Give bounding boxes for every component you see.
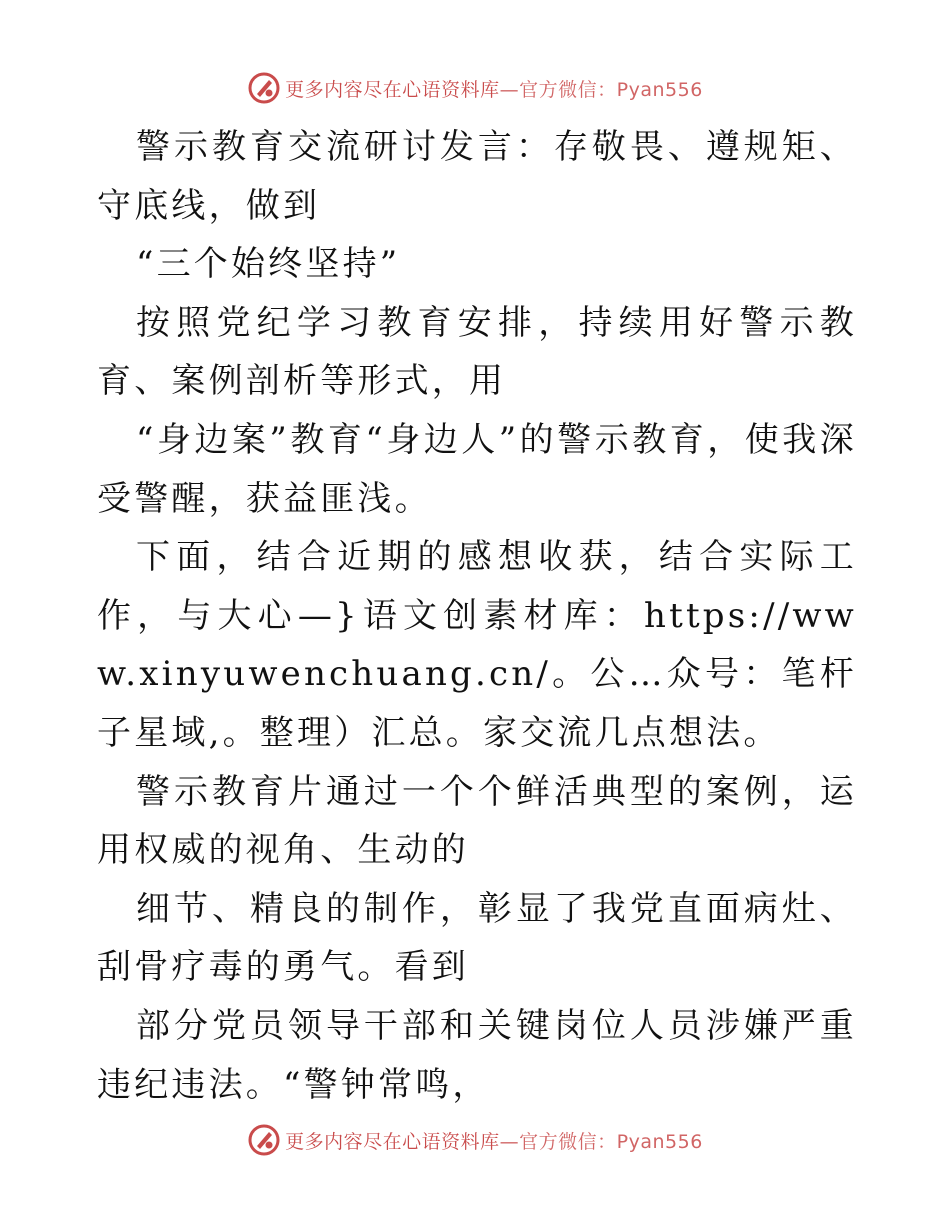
header-watermark: [0, 68, 950, 108]
paragraph: 警示教育片通过一个个鲜活典型的案例，运用权威的视角、生动的: [97, 771, 857, 871]
logo-icon: [247, 71, 281, 105]
paragraph: 下面，结合近期的感想收获，结合实际工作，与大心—}语文创素材库：https://www.xinyuwenchuang.cn/。公…众号：笔杆子星域,。整理）汇总。家交流几点想法。: [97, 537, 857, 753]
document-body: [97, 118, 857, 1114]
paragraph: 细节、精良的制作，彰显了我党直面病灶、刮骨疗毒的勇气。看到: [97, 888, 857, 988]
paragraph-title-continued: “三个始终坚持”: [136, 244, 401, 285]
logo-icon: [247, 1123, 281, 1157]
watermark-contact: —官方微信：Pyan556: [499, 78, 703, 101]
watermark-brand: 更多内容尽在心语资料库: [285, 1130, 500, 1153]
watermark-contact: —官方微信：Pyan556: [499, 1130, 703, 1153]
paragraph: 部分党员领导干部和关键岗位人员涉嫌严重违纪违法。“警钟常鸣，: [97, 1005, 857, 1105]
watermark-brand: 更多内容尽在心语资料库: [285, 78, 500, 101]
paragraph-title: 警示教育交流研讨发言：存敬畏、遵规矩、守底线，做到: [97, 127, 857, 226]
paragraph: 按照党纪学习教育安排，持续用好警示教育、案例剖析等形式，用: [97, 302, 857, 402]
paragraph: “身边案”教育“身边人”的警示教育，使我深受警醒，获益匪浅。: [97, 419, 857, 519]
footer-watermark: [0, 1120, 950, 1160]
